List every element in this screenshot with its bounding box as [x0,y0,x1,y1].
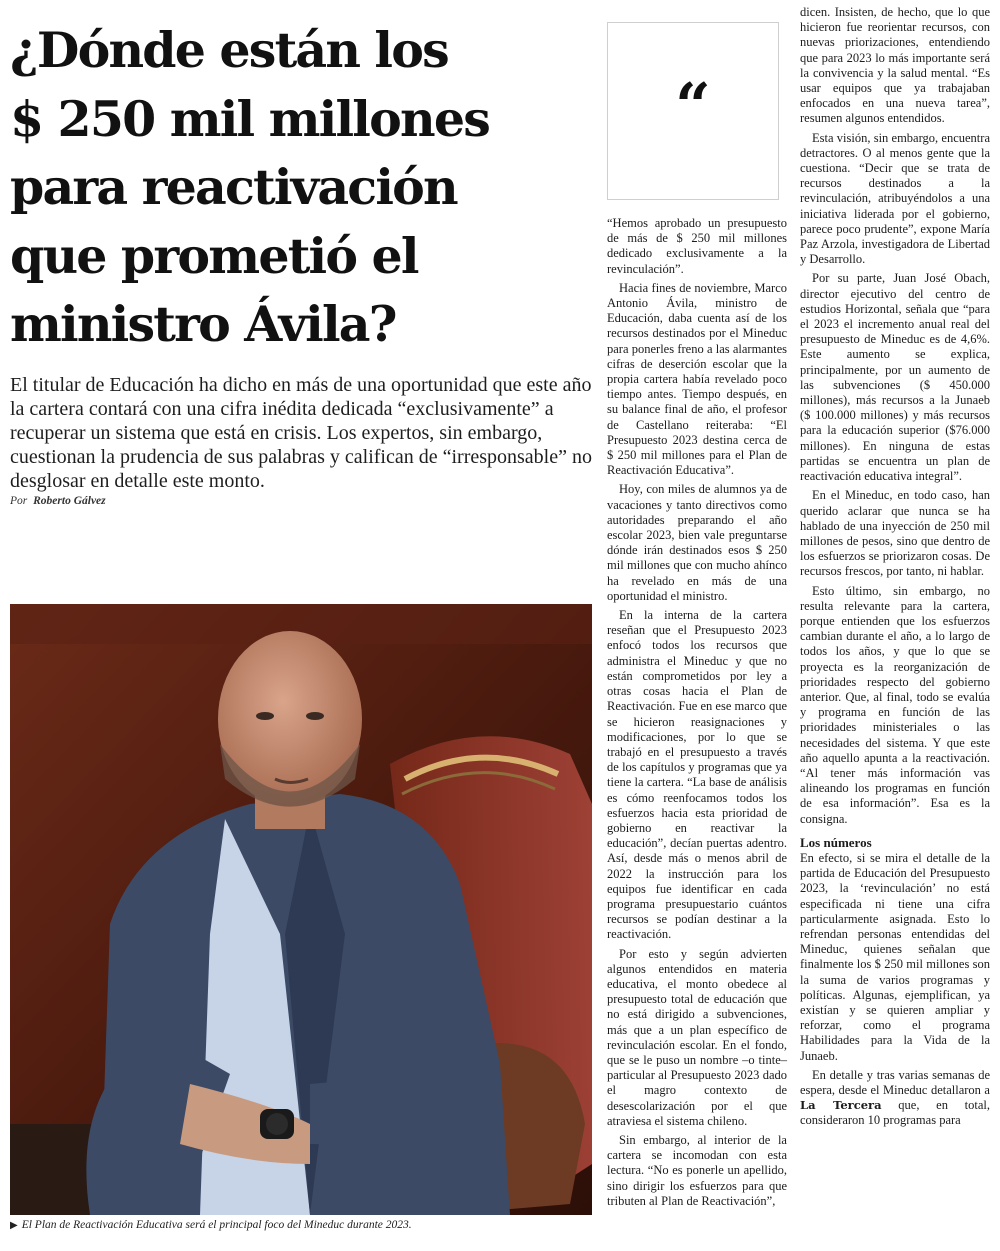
paragraph: Esto último, sin embargo, no resulta relevante para la cartera, porque entienden que los esfuerzos cambian durante el año, a lo largo de todos los años, y que lo que se proyecta es la reorganización de prioridades respecto del gobierno anterior. Que, al final, todo se evalúa y programa en función de las prioridades ministeriales o las necesidades del sistema. Y que este año aquello apunta a la reactivación. “Al tener más información vas alineando los programas en función de esa información”. Esa es la consigna. [800,583,990,826]
byline-prefix: Por [10,495,28,507]
byline [10,495,106,507]
headline-line: $ 250 mil millones [10,89,489,148]
article-column-right [800,5,990,1133]
quote-mark-icon: “ [675,69,711,142]
paragraph: Por esto y según advierten algunos entendidos en materia educativa, el monto obedece al presupuesto total de educación que no está dirigido a subvenciones, más que a un plan específico de revinculación escolar. En el fondo, que se le puso un nombre –o tinte– particular al Presupuesto 2023 dado el magro contexto de desescolarización por el que atraviesa el sistema chileno. [607,946,787,1128]
headline-line: ¿Dónde están los [10,21,448,79]
paragraph-last [800,1068,990,1129]
photo-caption [10,1219,592,1231]
paragraph: Hoy, con miles de alumnos ya de vacaciones y tanto directivos como autoridades preparando el año escolar 2023, bien vale preguntarse dónde irán destinados esos $ 250 mil millones que con mucho ahínco ha revelado en más de una oportunidad el ministro. [607,482,787,603]
byline-author: Roberto Gálvez [33,495,106,507]
caption-triangle-icon: ▶ [10,1220,18,1231]
paragraph: “Hemos aprobado un presupuesto de más de $ 250 mil millones dedicado exclusivamente a la revinculación”. [607,216,787,276]
section-subhead: Los números [800,834,872,850]
article-column-left [607,216,787,1213]
headline-line: que prometió el [10,226,418,285]
article-dek: El titular de Educación ha dicho en más de una oportunidad que este año la cartera contará con una cifra inédita dedicada “exclusivamente” a recuperar un sistema que está en crisis. Los expertos, sin embargo, cuestionan la prudencia de sus palabras y califican de “irresponsable” no desglosar en detalle este monto. [10,374,592,492]
pull-quote-box [607,22,779,200]
article-photo [10,604,592,1215]
text-segment: que, en total, consideraron 10 programas para [800,1098,990,1128]
paragraph: En la interna de la cartera reseñan que el Presupuesto 2023 enfocó todos los recursos que administra el Mineduc y que no están comprometidos por ley a otras cosas hacia el Plan de Reactivación. Fue en ese marco que se hicieron reasignaciones y modificaciones, por lo que se trabajó en el presupuesto a través de los capítulos y programas que ya tiene la cartera. “La base de análisis es cómo reenfocamos todos los esfuerzos hacia esta prioridad de gobierno en reactivar la educación”, decían puertas adentro. Así, desde más o menos abril de 2022 la instrucción para los equipos fue identificar en cada programa presupuestario cuántos recursos se podían destinar a la reactivación. [607,608,787,942]
paragraph: En el Mineduc, en todo caso, han querido aclarar que nunca se ha hablado de una inyección de 250 mil millones de pesos, sino que dentro de los esfuerzos se priorizaron cosas. De recursos frescos, por tanto, ni hablar. [800,488,990,579]
headline [10,16,590,359]
paragraph: Esta visión, sin embargo, encuentra detractores. O al menos gente que la cuestiona. “Decir que se trata de recursos destinados a la revinculación, atribuyéndolos a una iniciativa liderada por el gobierno, parece poco prudente”, expone María Paz Arzola, investigadora de Libertad y Desarrollo. [800,130,990,267]
paragraph: En efecto, si se mira el detalle de la partida de Educación del Presupuesto 2023, la ‘revinculación’ no está especificada ni tiene una cifra particularmente asignada. Esto lo refrendan personas entendidas del Mineduc, quienes señalan que finalmente los $ 250 mil millones son la suma de varios programas y políticas. Algunas, ejemplifican, ya existían y se quieren ampliar y reforzar, como el programa Habilidades para la Vida de la Junaeb. [800,850,990,1063]
minister-photo-illustration [10,604,592,1215]
paragraph: Sin embargo, al interior de la cartera se incomodan con esta lectura. “No es ponerle un apellido, sino dirigir los esfuerzos para que tributen al Plan de Reactivación”, [607,1132,787,1208]
text-segment: En detalle y tras varias semanas de espera, desde el Mineduc detallaron a [800,1067,990,1098]
caption-text: El Plan de Reactivación Educativa será el principal foco del Mineduc durante 2023. [21,1219,412,1231]
newspaper-name: La Tercera [800,1098,882,1113]
paragraph: Hacia fines de noviembre, Marco Antonio Ávila, ministro de Educación, daba cuenta así de los recursos destinados por el Mineduc para ponerles freno a las alarmantes cifras de deserción escolar que la propia cartera había revelado poco tiempo antes. Tiempo después, en su balance final de año, el profesor de Castellano reiteraba: “El Presupuesto 2023 destina cerca de $ 250 mil millones para el Plan de Reactivación Educativa”. [607,280,787,478]
paragraph: dicen. Insisten, de hecho, que lo que hicieron fue reorientar recursos, con nuevas priorizaciones, entendiendo que para 2023 lo más importante será la convivencia y la salud mental. “Es usar equipos que ya trabajaban enfocados en una nueva tarea”, resumen algunos entendidos. [800,5,990,126]
paragraph: Por su parte, Juan José Obach, director ejecutivo del centro de estudios Horizontal, señala que “para el 2023 el incremento anual real del presupuesto de Mineduc es de 4,6%. Este aumento se explica, principalmente, por un aumento de las subvenciones ($ 450.000 millones), más recursos a la Junaeb ($ 100.000 millones) y más recursos para la educación superior ($76.000 millones). En ninguna de estas partidas se encuentra un plan de reactivación educativa integral”. [800,271,990,484]
headline-line: ministro Ávila? [10,295,396,353]
headline-line: para reactivación [10,158,457,216]
